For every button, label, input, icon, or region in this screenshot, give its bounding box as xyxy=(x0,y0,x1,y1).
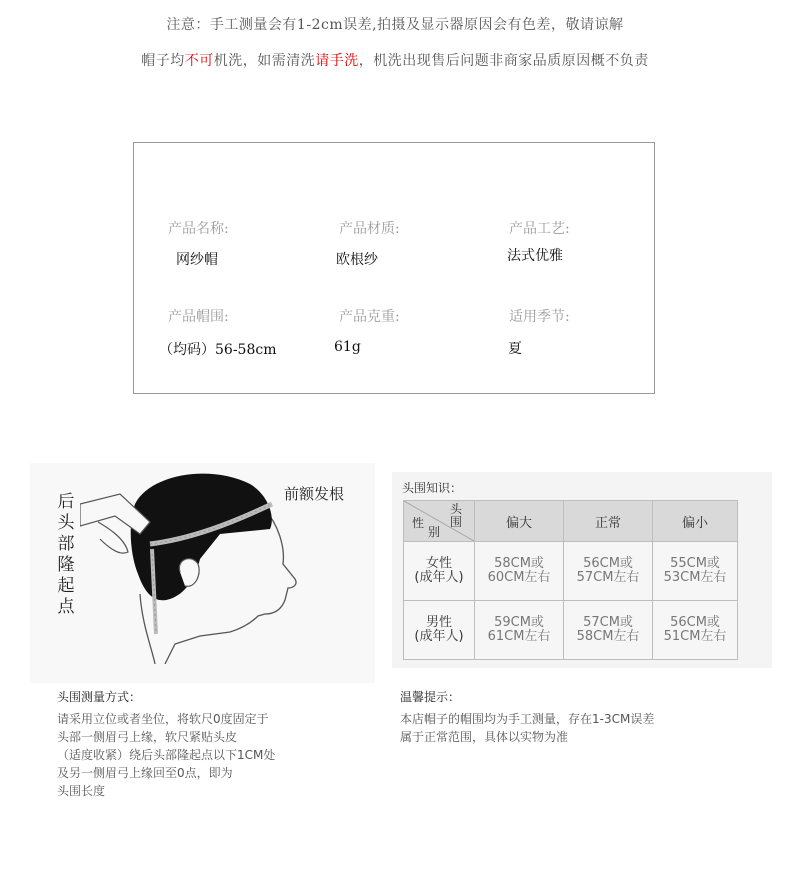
method-line: 头部一侧眉弓上缘，软尺紧贴头皮 xyxy=(57,730,238,744)
notice-line-2-part-c: ，机洗出现售后问题非商家品质原因概不负责 xyxy=(358,53,649,69)
spec-circumference-label: 产品帽围: xyxy=(168,309,229,325)
corner-top-text: 头 围 xyxy=(449,502,462,529)
head-table-title: 头围知识： xyxy=(402,481,463,495)
head-measure-illustration xyxy=(80,464,310,664)
table-row-male xyxy=(404,601,738,660)
corner-left-text: 性 xyxy=(412,516,425,530)
tip-line: 属于正常范围，具体以实物为准 xyxy=(400,730,569,744)
method-title: 头围测量方式： xyxy=(57,690,142,704)
table-row-female xyxy=(404,542,738,601)
row-gender-male: 男性 xyxy=(425,615,452,630)
column-header-small: 偏小 xyxy=(653,501,738,542)
row-note-male: (成年人) xyxy=(414,629,464,644)
tip-text xyxy=(400,710,760,746)
notice-line-1: 注意：手工测量会有1-2cm误差,拍摄及显示器原因会有色差，敬请谅解 xyxy=(166,17,624,33)
spec-material-label: 产品材质: xyxy=(339,221,400,237)
spec-craft-value: 法式优雅 xyxy=(507,248,563,264)
back-head-point-label: 后头部隆起点 xyxy=(57,492,75,617)
column-header-large: 偏大 xyxy=(475,501,564,542)
notice-line-2 xyxy=(0,50,790,70)
column-header-normal: 正常 xyxy=(564,501,653,542)
table-header-row xyxy=(404,501,738,542)
row-gender-female: 女性 xyxy=(425,556,452,571)
method-line: 头围长度 xyxy=(57,784,106,798)
row-header-female xyxy=(404,542,475,601)
spec-material-value: 欧根纱 xyxy=(336,252,378,268)
table-corner-cell xyxy=(404,501,475,542)
method-text xyxy=(57,710,342,800)
spec-season-label: 适用季节: xyxy=(509,309,570,325)
spec-circumference-value: （均码）56-58cm xyxy=(159,342,277,358)
tip-line: 本店帽子的帽围均为手工测量，存在1-3CM误差 xyxy=(400,712,655,726)
method-line: 及另一侧眉弓上缘回至0点，即为 xyxy=(57,766,233,780)
row-note-female: (成年人) xyxy=(414,570,464,585)
row-header-male xyxy=(404,601,475,660)
female-normal-cell: 56CM或 57CM左右 xyxy=(564,542,653,601)
tip-title: 温馨提示： xyxy=(400,690,461,704)
forehead-hairline-label: 前额发根 xyxy=(284,485,345,503)
male-large-cell: 59CM或 61CM左右 xyxy=(475,601,564,660)
head-size-table xyxy=(403,500,738,660)
method-line: （适度收紧）绕后头部隆起点以下1CM处 xyxy=(57,748,276,762)
male-normal-cell: 57CM或 58CM左右 xyxy=(564,601,653,660)
spec-weight-value: 61g xyxy=(334,339,361,355)
notice-line-2-part-b: 机洗，如需清洗 xyxy=(213,53,316,69)
method-line: 请采用立位或者坐位，将软尺0度固定于 xyxy=(57,712,269,726)
spec-season-value: 夏 xyxy=(508,341,522,357)
spec-name-value: 网纱帽 xyxy=(176,252,218,268)
female-large-cell: 58CM或 60CM左右 xyxy=(475,542,564,601)
notice-hand-wash: 请手洗 xyxy=(315,53,359,69)
corner-bottom-text: 别 xyxy=(428,525,441,539)
spec-weight-label: 产品克重: xyxy=(339,309,400,325)
notice-line-2-part-a: 帽子均 xyxy=(141,53,185,69)
spec-craft-label: 产品工艺: xyxy=(509,221,570,237)
female-small-cell: 55CM或 53CM左右 xyxy=(653,542,738,601)
male-small-cell: 56CM或 51CM左右 xyxy=(653,601,738,660)
spec-name-label: 产品名称: xyxy=(168,221,229,237)
notice-not-machine-wash: 不可 xyxy=(184,53,214,69)
